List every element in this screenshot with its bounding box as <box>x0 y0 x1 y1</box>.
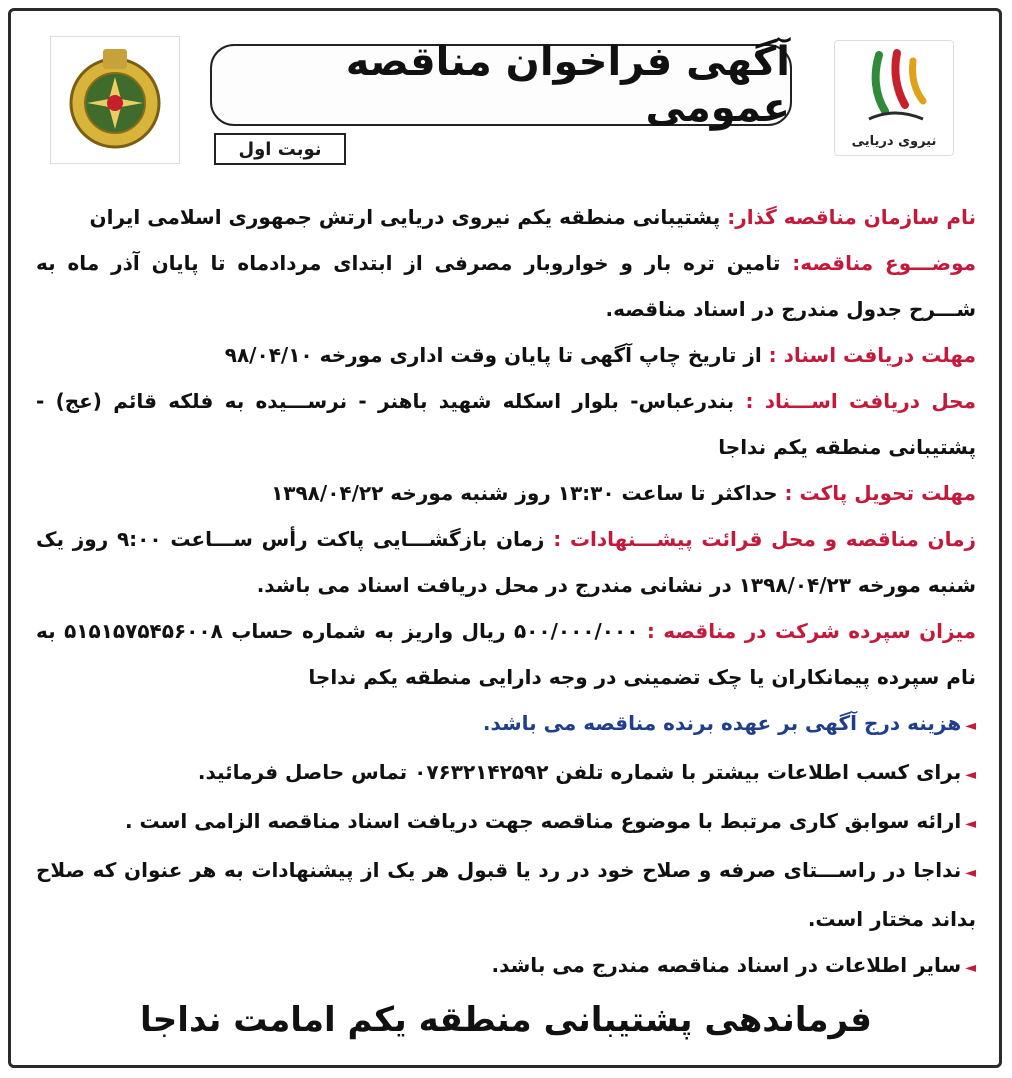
bullet-text: برای کسب اطلاعات بیشتر با شماره تلفن ۰۷۶۳۲۱۴۲۵۹۲ تماس حاصل فرمائید. <box>197 760 962 784</box>
page-title: آگهی فراخوان مناقصه عمومی <box>345 39 790 131</box>
navy-logo-caption: نیروی دریایی <box>851 134 937 149</box>
subject-value: تامین تره بار و خواروبار مصرفی از ابتدای مردادماه تا پایان آذر ماه به شـــرح جدول مندرج در اسناد مناقصه. <box>36 251 976 321</box>
opening-paragraph <box>36 516 976 608</box>
place-docs-paragraph <box>36 378 976 470</box>
deadline-packet-label: مهلت تحویل پاکت : <box>784 481 976 505</box>
bullet-item <box>36 700 976 749</box>
place-docs-value: بندرعباس- بلوار اسکله شهید باهنر - نرســـیده به فلکه قائم (عج) - پشتیبانی منطقه یکم نداجا <box>36 389 976 459</box>
opening-value: زمان بازگشـــایی پاکت رأس ســـاعت ۹:۰۰ روز یک شنبه مورخه ۱۳۹۸/۰۴/۲۳ در نشانی مندرج در محل دریافت اسناد می باشد. <box>36 527 976 597</box>
bullet-text: هزینه درج آگهی بر عهده برنده مناقصه می باشد. <box>482 711 962 735</box>
navy-logo-icon <box>834 40 954 156</box>
triangle-bullet-icon: ◄ <box>965 816 976 832</box>
subject-paragraph <box>36 240 976 332</box>
deadline-docs-value: از تاریخ چاپ آگهی تا پایان وقت اداری مورخه ۹۸/۰۴/۱۰ <box>224 343 769 367</box>
triangle-bullet-icon: ◄ <box>965 767 976 783</box>
bullet-item <box>36 749 976 798</box>
bullet-item <box>36 798 976 847</box>
title-box <box>210 39 792 131</box>
org-value: پشتیبانی منطقه یکم نیروی دریایی ارتش جمهوری اسلامی ایران <box>89 205 728 229</box>
triangle-bullet-icon: ◄ <box>965 865 976 881</box>
army-emblem-graphic <box>57 43 173 157</box>
org-label: نام سازمان مناقصه گذار: <box>727 205 976 229</box>
triangle-bullet-icon: ◄ <box>965 960 976 976</box>
place-docs-label: محل دریافت اســـناد : <box>745 389 976 413</box>
opening-label: زمان مناقصه و محل قرائت پیشـــنهادات : <box>553 527 976 551</box>
bullet-text: ارائه سوابق کاری مرتبط با موضوع مناقصه جهت دریافت اسناد مناقصه الزامی است . <box>125 809 962 833</box>
bullet-item <box>36 942 976 991</box>
deposit-value: ۵۰۰/۰۰۰/۰۰۰ ریال واریز به شماره حساب ۵۱۵۱۵۷۵۴۵۶۰۰۸ به نام سپرده پیمانکاران یا چک تضمینی در وجه دارایی منطقه یکم نداجا <box>36 619 976 689</box>
deadline-docs-label: مهلت دریافت اسناد : <box>768 343 976 367</box>
signature-line: فرماندهی پشتیبانی منطقه یکم امامت نداجا <box>140 1000 872 1040</box>
notice-body <box>16 174 996 1062</box>
triangle-bullet-icon: ◄ <box>965 718 976 734</box>
subject-label: موضـــوع مناقصه: <box>792 251 977 275</box>
org-paragraph <box>36 194 976 240</box>
deadline-packet-paragraph <box>36 470 976 516</box>
deadline-packet-value: حداکثر تا ساعت ۱۳:۳۰ روز شنبه مورخه ۱۳۹۸/۰۴/۲۲ <box>271 481 785 505</box>
bullet-text: نداجا در راســـتای صرفه و صلاح خود در رد یا قبول هر یک از پیشنهادات به هر عنوان که صلاح بداند مختار است. <box>36 858 976 931</box>
deposit-label: میزان سپرده شرکت در مناقصه : <box>646 619 976 643</box>
bullet-item <box>36 847 976 942</box>
deposit-paragraph <box>36 608 976 700</box>
bullet-text: سایر اطلاعات در اسناد مناقصه مندرج می باشد. <box>491 953 962 977</box>
round-label: نوبت اول <box>214 133 346 165</box>
deadline-docs-paragraph <box>36 332 976 378</box>
army-emblem-icon <box>50 36 180 164</box>
